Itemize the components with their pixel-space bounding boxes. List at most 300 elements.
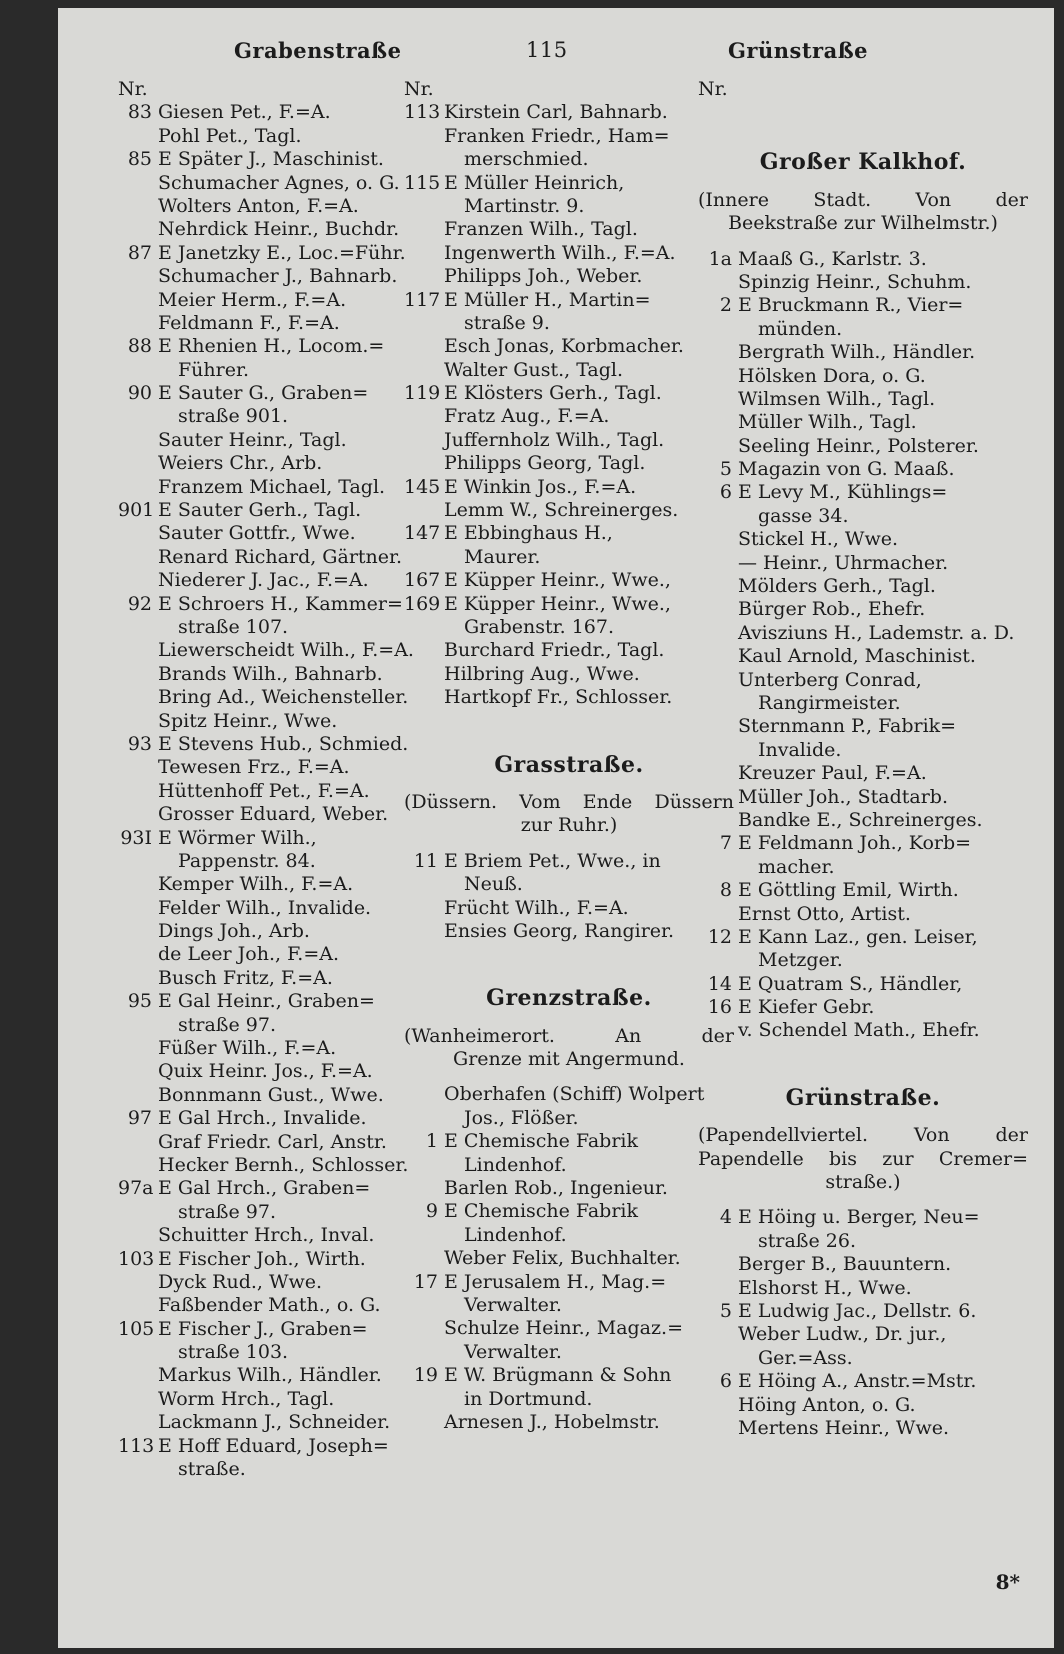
description-line: Beekstraße zur Wilhelmstr.) (728, 212, 998, 235)
house-number: 2 (719, 294, 732, 317)
resident-entry: E Chemische Fabrik (444, 1200, 638, 1223)
resident-entry: E Kiefer Gebr. (738, 996, 875, 1019)
resident-entry: Philipps Joh., Weber. (444, 265, 643, 288)
entry-line (698, 1394, 1028, 1417)
house-number: 115 (404, 171, 441, 194)
resident-entry: Oberhafen (Schiff) Wolpert (444, 1083, 705, 1106)
entry-line (118, 125, 448, 148)
resident-entry: Berger B., Bauuntern. (738, 1253, 952, 1276)
house-number: 6 (719, 1370, 732, 1393)
resident-entry: Führer. (178, 358, 250, 381)
entry-line (698, 505, 1028, 528)
resident-entry: E Wörmer Wilh., (158, 826, 317, 849)
resident-entry: Lindenhof. (464, 1223, 567, 1246)
section-grenzstrasse-title: Grenzstraße. (486, 985, 652, 1012)
house-number: 4 (719, 1206, 732, 1229)
entry-line (118, 1060, 448, 1083)
section-grasstrasse-title: Grasstraße. (494, 751, 644, 778)
column-2 (404, 78, 734, 1434)
resident-entry: Schumacher J., Bahnarb. (158, 265, 398, 288)
entry-line (404, 593, 734, 616)
entry-line (404, 1107, 734, 1130)
entry-line (404, 148, 734, 171)
description-line: Papendelle bis zur Cremer= (698, 1147, 1028, 1170)
resident-entry: E Levy M., Kühlings= (738, 481, 948, 504)
resident-entry: Schumacher Agnes, o. G. (158, 171, 400, 194)
entry-line (118, 172, 448, 195)
entry-line (404, 1341, 734, 1364)
entry-line (698, 832, 1028, 855)
resident-entry: Elshorst H., Wwe. (738, 1276, 912, 1299)
resident-entry: Invalide. (758, 738, 842, 761)
resident-entry: Kirstein Carl, Bahnarb. (444, 101, 668, 124)
entry-line (698, 996, 1028, 1019)
entry-line (404, 1130, 734, 1153)
resident-entry: Unterberg Conrad, (738, 668, 922, 691)
resident-entry: E Ludwig Jac., Dellstr. 6. (738, 1300, 977, 1322)
resident-entry: münden. (758, 317, 843, 340)
resident-entry: Quix Heinr. Jos., F.=A. (158, 1060, 373, 1083)
house-number: 8 (719, 879, 732, 902)
entry-line (698, 715, 1028, 738)
description-line: straße.) (825, 1171, 901, 1194)
resident-entry: Seeling Heinr., Polsterer. (738, 434, 979, 457)
house-number: 93 (127, 732, 152, 755)
entry-line (698, 1347, 1028, 1370)
resident-entry: Maurer. (464, 545, 541, 568)
entry-line (118, 710, 448, 733)
house-number: 85 (127, 148, 152, 171)
entry-line (698, 1206, 1028, 1229)
resident-entry: E Briem Pet., Wwe., in (444, 849, 661, 872)
resident-entry: straße 26. (758, 1229, 856, 1252)
entry-line (118, 1154, 448, 1177)
resident-entry: Graf Friedr. Carl, Anstr. (158, 1130, 387, 1153)
resident-entry: Mölders Gerh., Tagl. (738, 575, 936, 598)
resident-entry: Maaß G., Karlstr. 3. (738, 247, 927, 270)
resident-entry: E Fischer J., Graben= (158, 1317, 368, 1340)
house-number: 87 (127, 241, 152, 264)
entry-line (698, 903, 1028, 926)
resident-entry: E Janetzky E., Loc.=Führ. (158, 241, 406, 264)
resident-entry: Verwalter. (464, 1340, 562, 1363)
resident-entry: straße 97. (178, 1200, 276, 1223)
entry-line (118, 1107, 448, 1130)
house-number: 105 (118, 1317, 155, 1340)
house-number: 901 (118, 499, 155, 522)
resident-entry: E Göttling Emil, Wirth. (738, 879, 959, 902)
resident-entry: E Quatram S., Händler, (738, 972, 963, 995)
entry-line (404, 218, 734, 241)
entry-line (698, 973, 1028, 996)
resident-entry: Müller Joh., Stadtarb. (738, 785, 949, 808)
house-number: 119 (404, 382, 441, 405)
entry-line (698, 949, 1028, 972)
entry-line (404, 1317, 734, 1340)
resident-entry: E Ebbinghaus H., (444, 522, 613, 545)
entry-line (404, 101, 734, 124)
resident-entry: Spinzig Heinr., Schuhm. (738, 270, 972, 293)
house-number: 9 (425, 1200, 438, 1223)
resident-entry: E Küpper Heinr., Wwe., (444, 592, 671, 615)
resident-entry: Meier Herm., F.=A. (158, 288, 347, 311)
resident-entry: Lindenhof. (464, 1153, 567, 1176)
entry-line (118, 522, 448, 545)
resident-entry: E Sauter Gerh., Tagl. (158, 499, 362, 522)
entry-line (118, 499, 448, 522)
resident-entry: Dyck Rud., Wwe. (158, 1270, 323, 1293)
entry-line (698, 598, 1028, 621)
entry-line (698, 926, 1028, 949)
house-number: 1a (708, 247, 732, 270)
resident-entry: Giesen Pet., F.=A. (158, 101, 331, 124)
description-line: (Düssern. Vom Ende Düssern (404, 790, 734, 813)
entry-line (118, 733, 448, 756)
entry-line (404, 1200, 734, 1223)
signature-mark: 8* (995, 1570, 1020, 1594)
header-right-street: Grünstraße (728, 38, 869, 63)
entry-line (404, 382, 734, 405)
resident-entry: Müller Wilh., Tagl. (738, 411, 917, 434)
entry-line (404, 850, 734, 873)
resident-entry: Grosser Eduard, Weber. (158, 803, 389, 826)
house-number: 16 (707, 996, 732, 1019)
resident-entry: E Chemische Fabrik (444, 1130, 638, 1153)
entry-line (404, 195, 734, 218)
entry-line (118, 943, 448, 966)
entry-line (698, 739, 1028, 762)
entry-line (404, 335, 734, 358)
description-line: (Innere Stadt. Von der (698, 188, 1028, 211)
resident-entry: straße 103. (178, 1341, 289, 1364)
entry-line (118, 476, 448, 499)
house-number: 145 (404, 475, 441, 498)
entry-line (698, 1323, 1028, 1346)
entry-line (118, 1411, 448, 1434)
resident-entry: Verwalter. (464, 1294, 562, 1316)
entry-line (698, 294, 1028, 317)
house-number: 97a (118, 1177, 154, 1200)
resident-entry: Hecker Bernh., Schlosser. (158, 1153, 409, 1176)
house-number: 167 (404, 569, 441, 592)
resident-entry: Bürger Rob., Ehefr. (738, 598, 926, 621)
resident-entry: Grabenstr. 167. (464, 615, 614, 638)
description-line: Grenze mit Angermund. (453, 1048, 685, 1071)
resident-entry: Busch Fritz, F.=A. (158, 966, 333, 989)
entry-line (698, 809, 1028, 832)
resident-entry: Weber Ludw., Dr. jur., (738, 1323, 947, 1346)
entry-line (404, 686, 734, 709)
entry-line (698, 341, 1028, 364)
resident-entry: E Höing A., Anstr.=Mstr. (738, 1370, 977, 1393)
resident-entry: straße 97. (178, 1013, 276, 1036)
entry-line (118, 569, 448, 592)
resident-entry: Spitz Heinr., Wwe. (158, 709, 338, 732)
entry-line (404, 359, 734, 382)
entry-line (698, 388, 1028, 411)
section-grosser-kalkhof-description (698, 189, 1028, 236)
house-number: 11 (413, 849, 438, 872)
resident-entry: Kreuzer Paul, F.=A. (738, 762, 927, 785)
entry-line (118, 967, 448, 990)
entry-line (404, 639, 734, 662)
entry-line (404, 1411, 734, 1434)
entry-line (118, 289, 448, 312)
entry-line (404, 452, 734, 475)
entry-line (404, 1364, 734, 1387)
resident-entry: Avisziuns H., Lademstr. a. D. (738, 621, 1015, 644)
resident-entry: Hartkopf Fr., Schlosser. (444, 686, 673, 709)
resident-entry: Rangirmeister. (758, 692, 901, 714)
entry-line (118, 780, 448, 803)
entry-line (404, 663, 734, 686)
entry-line (698, 1253, 1028, 1276)
resident-entry: Dings Joh., Arb. (158, 920, 310, 943)
entry-line (118, 1131, 448, 1154)
column-header: Nr. (698, 78, 728, 100)
entry-line (118, 663, 448, 686)
house-number: 88 (127, 335, 152, 358)
entry-line (404, 289, 734, 312)
entry-line (118, 1177, 448, 1200)
entry-line (118, 1388, 448, 1411)
resident-entry: Bandke E., Schreinerges. (738, 808, 983, 831)
entry-line (118, 920, 448, 943)
resident-entry: Esch Jonas, Korbmacher. (444, 335, 684, 358)
entry-line (118, 1341, 448, 1364)
section-gruenstrasse-description (698, 1124, 1028, 1194)
column-header: Nr. (118, 78, 148, 100)
resident-entry: Ger.=Ass. (758, 1346, 853, 1369)
resident-entry: v. Schendel Math., Ehefr. (738, 1019, 980, 1042)
house-number: 117 (404, 288, 441, 311)
entry-line (118, 1294, 448, 1317)
house-number: 97 (127, 1107, 152, 1130)
resident-entry: Franzen Wilh., Tagl. (444, 218, 638, 241)
resident-entry: Nehrdick Heinr., Buchdr. (158, 218, 400, 241)
entry-line (118, 616, 448, 639)
entry-line (698, 1230, 1028, 1253)
resident-entry: Brands Wilh., Bahnarb. (158, 662, 383, 685)
entry-line (118, 1271, 448, 1294)
entry-line (698, 528, 1028, 551)
house-number: 7 (719, 832, 732, 855)
house-number: 95 (127, 990, 152, 1013)
resident-entry: Bergrath Wilh., Händler. (738, 341, 976, 364)
resident-entry: Feldmann F., F.=A. (158, 311, 340, 334)
entry-line (404, 265, 734, 288)
resident-entry: E Schroers H., Kammer= (158, 592, 403, 615)
entry-line (404, 1154, 734, 1177)
resident-entry: E Bruckmann R., Vier= (738, 294, 964, 317)
entry-line (698, 458, 1028, 481)
entry-line (118, 101, 448, 124)
house-number: 6 (719, 481, 732, 504)
resident-entry: Niederer J. Jac., F.=A. (158, 569, 369, 592)
entry-line (698, 1370, 1028, 1393)
entry-line (404, 1247, 734, 1270)
description-line: zur Ruhr.) (520, 814, 618, 837)
entry-line (118, 218, 448, 241)
resident-entry: Stickel H., Wwe. (738, 528, 899, 551)
resident-entry: Kemper Wilh., F.=A. (158, 873, 354, 896)
house-number: 5 (719, 1300, 732, 1322)
entry-line (404, 1388, 734, 1411)
entry-line (118, 686, 448, 709)
entry-line (404, 1177, 734, 1200)
section-grosser-kalkhof-title: Großer Kalkhof. (759, 149, 967, 176)
resident-entry: E Küpper Heinr., Wwe., (444, 569, 671, 592)
description-line: (Papendellviertel. Von der (698, 1124, 1028, 1147)
resident-entry: Lackmann J., Schneider. (158, 1411, 391, 1434)
entry-line (118, 873, 448, 896)
resident-entry: Fratz Aug., F.=A. (444, 405, 610, 428)
resident-entry: Sternmann P., Fabrik= (738, 715, 957, 738)
entry-line (118, 1458, 448, 1481)
resident-entry: E Feldmann Joh., Korb= (738, 832, 972, 855)
entry-line (118, 1248, 448, 1271)
resident-entry: E W. Brügmann & Sohn (444, 1364, 672, 1387)
entry-line (698, 318, 1028, 341)
resident-entry: de Leer Joh., F.=A. (158, 943, 340, 966)
entry-line (404, 1271, 734, 1294)
house-number: 14 (707, 972, 732, 995)
entry-line (698, 411, 1028, 434)
house-number: 12 (707, 925, 732, 948)
resident-entry: Weiers Chr., Arb. (158, 452, 323, 475)
resident-entry: Ensies Georg, Rangirer. (444, 919, 675, 942)
entry-line (118, 850, 448, 873)
resident-entry: Felder Wilh., Invalide. (158, 896, 372, 919)
resident-entry: Juffernholz Wilh., Tagl. (444, 428, 665, 451)
entry-line (118, 897, 448, 920)
entry-line (698, 271, 1028, 294)
house-number: 1 (425, 1130, 438, 1153)
entry-line (118, 429, 448, 452)
header-left-street: Grabenstraße (234, 38, 402, 63)
resident-entry: Hölsken Dora, o. G. (738, 364, 926, 387)
entry-line (404, 920, 734, 943)
resident-entry: Pohl Pet., Tagl. (158, 124, 302, 147)
entry-line (118, 1435, 448, 1458)
resident-entry: straße 901. (178, 405, 289, 428)
resident-entry: Ingenwerth Wilh., F.=A. (444, 241, 676, 264)
resident-entry: in Dortmund. (464, 1387, 593, 1410)
resident-entry: E Klösters Gerh., Tagl. (444, 382, 662, 405)
resident-entry: — Heinr., Uhrmacher. (738, 551, 949, 574)
entry-line (404, 1083, 734, 1106)
entry-line (118, 546, 448, 569)
resident-entry: straße. (178, 1458, 246, 1481)
resident-entry: Tewesen Frz., F.=A. (158, 756, 350, 779)
entry-line (118, 312, 448, 335)
entry-line (404, 405, 734, 428)
entry-line (404, 172, 734, 195)
resident-entry: Markus Wilh., Händler. (158, 1364, 382, 1387)
resident-entry: straße 9. (464, 311, 550, 334)
entry-line (404, 569, 734, 592)
entry-line (698, 669, 1028, 692)
entry-line (118, 335, 448, 358)
resident-entry: Faßbender Math., o. G. (158, 1294, 381, 1317)
entry-line (118, 359, 448, 382)
entry-line (698, 622, 1028, 645)
house-number: 113 (404, 101, 441, 124)
entry-line (118, 803, 448, 826)
resident-entry: E Gal Hrch., Invalide. (158, 1107, 367, 1130)
resident-entry: Mertens Heinr., Wwe. (738, 1416, 950, 1439)
resident-entry: Franzem Michael, Tagl. (158, 475, 386, 498)
entry-line (404, 873, 734, 896)
house-number: 92 (127, 592, 152, 615)
section-grasstrasse-description (404, 791, 734, 838)
resident-entry: Liewerscheidt Wilh., F.=A. (158, 639, 414, 662)
resident-entry: Philipps Georg, Tagl. (444, 452, 646, 475)
section-grenzstrasse-description (404, 1025, 734, 1072)
page-number: 115 (526, 38, 568, 62)
house-number: 103 (118, 1247, 155, 1270)
resident-entry: gasse 34. (758, 504, 849, 527)
entry-line (404, 242, 734, 265)
entry-line (404, 1294, 734, 1317)
resident-entry: Füßer Wilh., F.=A. (158, 1037, 337, 1060)
resident-entry: Hüttenhoff Pet., F.=A. (158, 779, 370, 802)
resident-entry: E Müller Heinrich, (444, 171, 625, 194)
entry-line (404, 1224, 734, 1247)
resident-entry: Pappenstr. 84. (178, 849, 316, 872)
entry-line (698, 552, 1028, 575)
directory-page (58, 8, 1054, 1648)
house-number: 5 (719, 458, 732, 481)
column-1 (118, 78, 448, 1481)
entry-line (404, 476, 734, 499)
entry-line (404, 125, 734, 148)
entry-line (118, 1201, 448, 1224)
resident-entry: Arnesen J., Hobelmstr. (444, 1410, 660, 1433)
entry-line (118, 242, 448, 265)
resident-entry: Magazin von G. Maaß. (738, 458, 955, 481)
house-number: 90 (127, 382, 152, 405)
resident-entry: Kaul Arnold, Maschinist. (738, 645, 976, 668)
resident-entry: Burchard Friedr., Tagl. (444, 639, 665, 662)
resident-entry: Ernst Otto, Artist. (738, 902, 911, 925)
entry-line (698, 786, 1028, 809)
entry-line (698, 692, 1028, 715)
entry-line (698, 879, 1028, 902)
entry-line (404, 546, 734, 569)
entry-line (118, 265, 448, 288)
resident-entry: Hilbring Aug., Wwe. (444, 662, 640, 685)
entry-line (118, 1084, 448, 1107)
resident-entry: macher. (758, 855, 835, 878)
entry-line (118, 195, 448, 218)
resident-entry: E Später J., Maschinist. (158, 148, 384, 171)
resident-entry: Schuitter Hrch., Inval. (158, 1224, 375, 1247)
entry-line (404, 616, 734, 639)
resident-entry: Jos., Flößer. (464, 1106, 579, 1129)
house-number: 19 (413, 1364, 438, 1387)
resident-entry: Worm Hrch., Tagl. (158, 1387, 335, 1410)
resident-entry: Sauter Gottfr., Wwe. (158, 522, 356, 545)
resident-entry: straße 107. (178, 615, 289, 638)
house-number: 169 (404, 592, 441, 615)
resident-entry: E Winkin Jos., F.=A. (444, 475, 637, 498)
entry-line (118, 382, 448, 405)
resident-entry: Wilmsen Wilh., Tagl. (738, 387, 936, 410)
resident-entry: Bring Ad., Weichensteller. (158, 686, 409, 709)
entry-line (698, 1300, 1028, 1323)
resident-entry: E Rhenien H., Locom.= (158, 335, 385, 358)
